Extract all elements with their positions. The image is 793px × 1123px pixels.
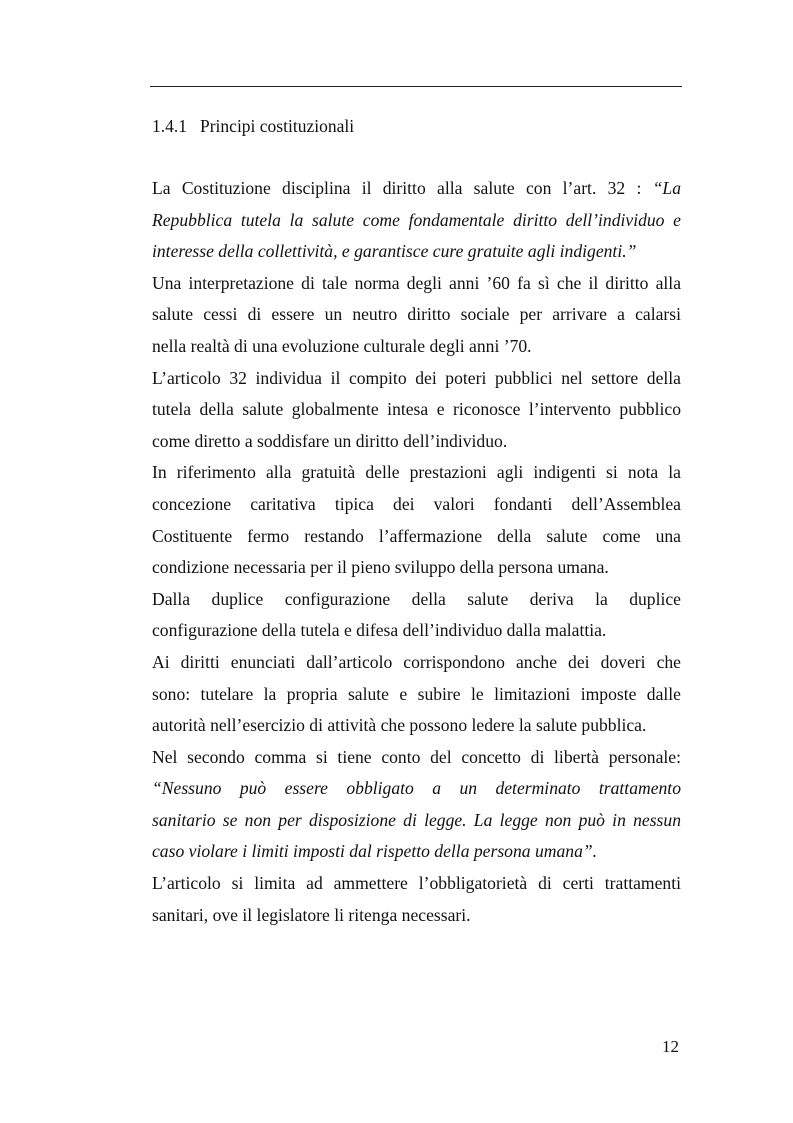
text-segment: configurazione della tutela e difesa dell’individuo dalla malattia. xyxy=(152,620,607,641)
paragraph xyxy=(152,268,681,363)
header-rule xyxy=(150,86,682,87)
text-line xyxy=(152,521,681,553)
text-line xyxy=(152,710,681,742)
section-title: Principi costituzionali xyxy=(200,116,355,136)
page-number: 12 xyxy=(662,1037,679,1056)
italic-text: “Nessuno può essere obbligato a un determinato trattamento xyxy=(152,778,681,799)
text-line xyxy=(152,394,681,426)
text-line xyxy=(152,868,681,900)
paragraph xyxy=(152,868,681,931)
paragraph xyxy=(152,584,681,647)
text-segment: condizione necessaria per il pieno sviluppo della persona umana. xyxy=(152,557,609,578)
text-line xyxy=(152,457,681,489)
text-segment: Dalla duplice configurazione della salute deriva la duplice xyxy=(152,588,681,609)
text-line xyxy=(152,363,681,395)
text-segment: sono: tutelare la propria salute e subire le limitazioni imposte dalle xyxy=(152,683,681,704)
text-line xyxy=(152,836,681,868)
section-number: 1.4.1 xyxy=(152,116,187,136)
text-segment: L’articolo si limita ad ammettere l’obbligatorietà di certi trattamenti xyxy=(152,873,681,894)
text-line xyxy=(152,489,681,521)
text-segment: In riferimento alla gratuità delle prestazioni agli indigenti si nota la xyxy=(152,462,681,483)
text-segment: autorità nell’esercizio di attività che possono ledere la salute pubblica. xyxy=(152,715,647,736)
text-segment: sanitari, ove il legislatore li ritenga necessari. xyxy=(152,904,471,925)
body-text xyxy=(152,173,681,931)
italic-text: “La xyxy=(652,178,681,198)
text-segment: Costituente fermo restando l’affermazione della salute come una xyxy=(152,525,681,546)
text-line xyxy=(152,173,681,205)
text-line xyxy=(152,331,681,363)
text-line xyxy=(152,299,681,331)
text-line xyxy=(152,426,681,458)
text-segment: salute cessi di essere un neutro diritto sociale per arrivare a calarsi xyxy=(152,304,681,325)
text-segment: Nel secondo comma si tiene conto del concetto di libertà personale: xyxy=(152,746,681,767)
text-line xyxy=(152,773,681,805)
paragraph xyxy=(152,647,681,742)
text-segment: tutela della salute globalmente intesa e riconosce l’intervento pubblico xyxy=(152,399,681,420)
text-segment: L’articolo 32 individua il compito dei poteri pubblici nel settore della xyxy=(152,367,681,388)
italic-text: caso violare i limiti imposti dal rispetto della persona umana”. xyxy=(152,841,598,862)
text-line xyxy=(152,742,681,774)
text-line xyxy=(152,205,681,237)
text-segment: Una interpretazione di tale norma degli anni ’60 fa sì che il diritto alla xyxy=(152,272,681,293)
italic-text: sanitario se non per disposizione di legge. La legge non può in nessun xyxy=(152,809,681,830)
text-line xyxy=(152,552,681,584)
paragraph xyxy=(152,742,681,868)
text-line xyxy=(152,268,681,300)
italic-text: interesse della collettività, e garantisce cure gratuite agli indigenti.” xyxy=(152,241,637,262)
italic-text: Repubblica tutela la salute come fondamentale diritto dell’individuo e xyxy=(152,209,681,230)
text-segment: concezione caritativa tipica dei valori fondanti dell’Assemblea xyxy=(152,493,681,514)
text-line xyxy=(152,236,681,268)
section-heading xyxy=(152,113,354,139)
paragraph xyxy=(152,173,681,268)
text-line xyxy=(152,900,681,932)
text-line xyxy=(152,679,681,711)
text-line xyxy=(152,584,681,616)
text-line xyxy=(152,647,681,679)
text-segment: come diretto a soddisfare un diritto dell’individuo. xyxy=(152,430,508,451)
text-segment: La Costituzione disciplina il diritto alla salute con l’art. 32 : xyxy=(152,178,653,198)
text-line xyxy=(152,615,681,647)
text-segment: nella realtà di una evoluzione culturale degli anni ’70. xyxy=(152,335,532,356)
paragraph xyxy=(152,363,681,458)
paragraph xyxy=(152,457,681,583)
text-segment: Ai diritti enunciati dall’articolo corrispondono anche dei doveri che xyxy=(152,651,681,672)
text-line xyxy=(152,805,681,837)
